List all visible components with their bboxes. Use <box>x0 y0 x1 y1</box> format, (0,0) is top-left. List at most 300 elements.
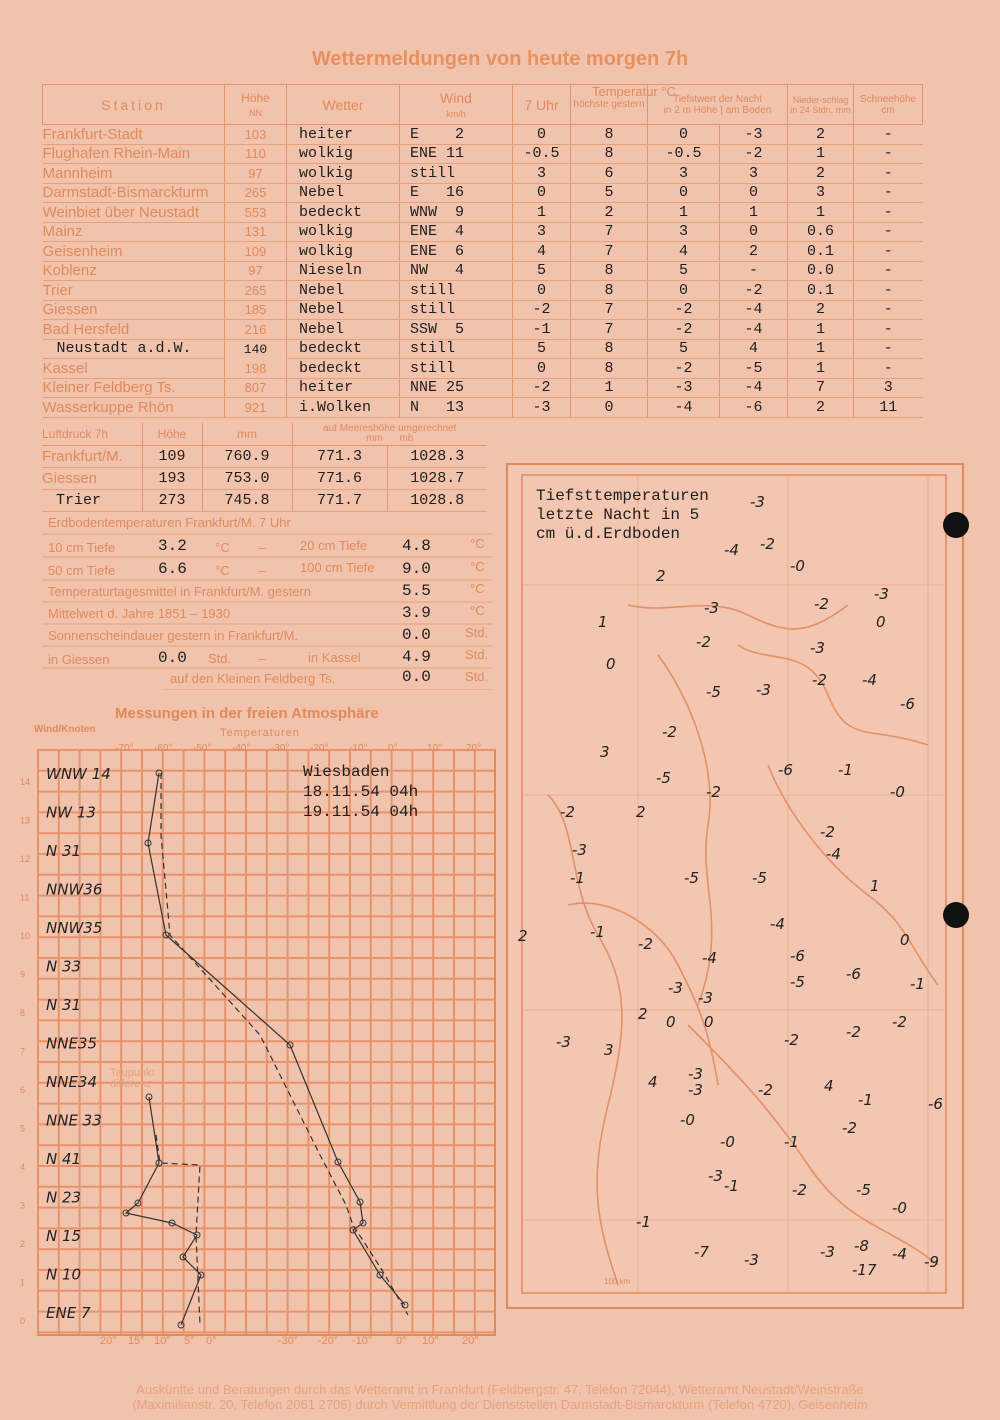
station-schnee: - <box>854 242 923 262</box>
station-max: 5 <box>571 183 648 203</box>
pressure-mm: 745.8 <box>202 489 292 511</box>
soil-100-unit: °C <box>470 559 485 574</box>
wind-entry: NW 13 <box>46 803 96 822</box>
wind-entry: NNE 33 <box>46 1111 102 1130</box>
pressure-mb: 1028.3 <box>387 445 487 467</box>
pressure-row <box>42 489 487 511</box>
pressure-hoehe: 193 <box>142 467 202 489</box>
station-hoehe: 103 <box>225 125 287 145</box>
aero-top-tick: -40° <box>232 743 251 754</box>
footer-line-1: Auskünfte und Beratungen durch das Wetteramt in Frankfurt (Feldbergstr. 47, Telefon 72044), Wetteramt Neustadt/Weinstraße <box>136 1382 864 1397</box>
map-temperature-value: -1 <box>858 1091 873 1109</box>
pressure-mb: 1028.7 <box>387 467 487 489</box>
map-temperature-value: -1 <box>838 761 853 779</box>
station-max: 7 <box>571 320 648 340</box>
pressure-col-hoehe: Höhe <box>142 423 202 445</box>
col-niederschlag: Nieder-schlag in 24 Stdn. mm <box>788 85 854 125</box>
map-temperature-value: -2 <box>820 823 835 841</box>
map-temperature-value: -3 <box>810 639 825 657</box>
station-wetter: bedeckt <box>287 339 400 359</box>
aero-bottom-tick: 10° <box>422 1335 439 1347</box>
soil-50-label: 50 cm Tiefe <box>48 563 116 578</box>
table-row <box>43 378 923 398</box>
station-schnee: - <box>854 203 923 223</box>
station-t7: 4 <box>513 242 571 262</box>
map-temperature-value: -5 <box>856 1181 871 1199</box>
temperaturen-label: Temperaturen <box>220 727 300 739</box>
table-row <box>43 144 923 164</box>
map-temperature-value: -3 <box>556 1033 571 1051</box>
station-min2m: -2 <box>648 320 720 340</box>
map-temperature-value: -1 <box>910 975 925 993</box>
station-name: Neustadt a.d.W. <box>43 339 225 359</box>
pressure-station: Giessen <box>42 467 142 489</box>
soil-20-label: 20 cm Tiefe <box>300 538 368 553</box>
map-temperature-value: 3 <box>600 743 610 761</box>
station-min2m: 0 <box>648 125 720 145</box>
map-temperature-value: -2 <box>760 535 775 553</box>
station-min2m: 5 <box>648 261 720 281</box>
table-row <box>43 125 923 145</box>
map-temperature-value: -2 <box>892 1013 907 1031</box>
station-niederschlag: 2 <box>788 125 854 145</box>
station-min2m: -2 <box>648 359 720 379</box>
aero-top-tick: 10° <box>427 743 443 754</box>
map-temperature-value: -0 <box>790 557 805 575</box>
station-min2m: -2 <box>648 300 720 320</box>
aero-bottom-tick: 0° <box>396 1335 407 1347</box>
station-t7: 3 <box>513 164 571 184</box>
aero-height-tick: 3 <box>20 1200 26 1211</box>
table-row <box>43 300 923 320</box>
station-name: Mannheim <box>43 164 225 184</box>
aero-height-tick: 8 <box>20 1008 26 1018</box>
station-boden: 3 <box>720 164 788 184</box>
wind-entry: NNW35 <box>46 919 103 937</box>
map-temperature-value: -4 <box>892 1245 907 1263</box>
soil-10-value: 3.2 <box>158 537 187 555</box>
station-wind: ENE 4 <box>400 222 513 242</box>
station-hoehe: 216 <box>225 320 287 340</box>
aero-top-tick: 0° <box>388 743 398 754</box>
station-boden: -4 <box>720 378 788 398</box>
station-schnee: - <box>854 281 923 301</box>
station-name: Kleiner Feldberg Ts. <box>43 378 225 398</box>
aero-height-tick: 10 <box>20 931 31 941</box>
aero-bottom-tick: 15° <box>128 1335 145 1347</box>
station-boden: -4 <box>720 320 788 340</box>
station-wind: still <box>400 164 513 184</box>
station-min2m: 3 <box>648 222 720 242</box>
station-wetter: Nebel <box>287 183 400 203</box>
col-station: Station <box>43 85 225 125</box>
station-boden: -4 <box>720 300 788 320</box>
station-min2m: -4 <box>648 398 720 418</box>
station-t7: 1 <box>513 203 571 223</box>
station-wind: NNE 25 <box>400 378 513 398</box>
map-label: Tiefsttemperaturen letzte Nacht in 5 cm ü.d.Erdboden <box>536 487 709 543</box>
feld-sun-value: 0.0 <box>402 668 431 686</box>
map-temperature-value: 4 <box>648 1073 658 1091</box>
map-temperature-value: -2 <box>812 671 827 689</box>
map-temperature-value: -5 <box>752 869 767 887</box>
station-name: Bad Hersfeld <box>43 320 225 340</box>
wind-entry: NNE34 <box>46 1073 98 1091</box>
map-temperature-value: 2 <box>638 1005 648 1023</box>
table-row <box>43 339 923 359</box>
map-temperature-value: -2 <box>842 1119 857 1137</box>
map-temperature-value: -3 <box>704 599 719 617</box>
station-t7: -2 <box>513 300 571 320</box>
station-max: 7 <box>571 242 648 262</box>
feld-sun-unit: Std. <box>465 669 489 684</box>
pressure-mm-sea: 771.7 <box>292 489 387 511</box>
station-schnee: - <box>854 320 923 340</box>
station-niederschlag: 0.6 <box>788 222 854 242</box>
station-boden: -2 <box>720 281 788 301</box>
station-wind: NW 4 <box>400 261 513 281</box>
map-temperature-value: -2 <box>784 1031 799 1049</box>
pressure-hoehe: 109 <box>142 445 202 467</box>
station-t7: 5 <box>513 339 571 359</box>
soil-10-label: 10 cm Tiefe <box>48 540 116 555</box>
station-min2m: -0.5 <box>648 144 720 164</box>
jahre-value: 3.9 <box>402 604 431 622</box>
pressure-station: Trier <box>42 489 142 511</box>
station-schnee: 3 <box>854 378 923 398</box>
map-temperature-value: -3 <box>750 493 765 511</box>
station-max: 8 <box>571 144 648 164</box>
pressure-mm-sea: 771.3 <box>292 445 387 467</box>
map-temperature-value: -4 <box>826 845 841 863</box>
station-max: 8 <box>571 339 648 359</box>
map-temperature-value: -3 <box>688 1065 703 1083</box>
station-wetter: Nieseln <box>287 261 400 281</box>
aero-top-tick: -30° <box>271 743 290 754</box>
map-temperature-value: -8 <box>854 1237 869 1255</box>
aero-top-tick: -10° <box>349 743 368 754</box>
mittel-label: Temperaturtagesmittel in Frankfurt/M. gestern <box>48 584 311 599</box>
wind-entry: N 31 <box>46 842 82 860</box>
station-hoehe: 110 <box>225 144 287 164</box>
map-temperature-value: -2 <box>706 783 721 801</box>
map-temperature-value: -4 <box>862 671 877 689</box>
aero-bottom-tick: 20° <box>100 1335 117 1347</box>
station-wind: SSW 5 <box>400 320 513 340</box>
station-hoehe: 131 <box>225 222 287 242</box>
aero-height-tick: 14 <box>20 777 31 787</box>
station-niederschlag: 7 <box>788 378 854 398</box>
map-temperature-value: -1 <box>590 923 605 941</box>
aero-top-tick: 20° <box>466 743 482 754</box>
station-boden: 1 <box>720 203 788 223</box>
soil-50-value: 6.6 <box>158 560 187 578</box>
map-temperature-value: -7 <box>694 1243 709 1261</box>
station-max: 0 <box>571 398 648 418</box>
giessen-sun-label: in Giessen <box>48 652 110 667</box>
aero-bottom-tick: 20° <box>462 1335 479 1347</box>
station-hoehe: 97 <box>225 164 287 184</box>
pressure-mm-sea: 771.6 <box>292 467 387 489</box>
station-boden: -6 <box>720 398 788 418</box>
map-temperature-value: -2 <box>638 935 653 953</box>
station-wetter: wolkig <box>287 144 400 164</box>
station-schnee: - <box>854 125 923 145</box>
station-max: 7 <box>571 222 648 242</box>
station-wetter: Nebel <box>287 300 400 320</box>
aero-height-tick: 9 <box>20 969 26 980</box>
pressure-table <box>42 423 487 512</box>
station-wind: N 13 <box>400 398 513 418</box>
aero-bottom-tick: -20° <box>318 1335 339 1347</box>
pressure-row <box>42 445 487 467</box>
col-tiefstwert: Tiefstwert der Nacht in 2 m Höhe | am Boden <box>648 85 788 125</box>
soil-title: Erdbodentemperaturen Frankfurt/M. 7 Uhr <box>48 515 291 530</box>
station-wetter: wolkig <box>287 164 400 184</box>
station-name: Weinbiet über Neustadt <box>43 203 225 223</box>
station-hoehe: 185 <box>225 300 287 320</box>
station-t7: -0.5 <box>513 144 571 164</box>
station-wind: still <box>400 300 513 320</box>
map-temperature-value: -2 <box>792 1181 807 1199</box>
station-wetter: bedeckt <box>287 203 400 223</box>
soil-dash-3: – <box>258 651 266 666</box>
station-t7: -1 <box>513 320 571 340</box>
station-wind: E 16 <box>400 183 513 203</box>
map-temperature-value: -1 <box>636 1213 651 1231</box>
station-t7: 5 <box>513 261 571 281</box>
map-temperature-value: -2 <box>758 1081 773 1099</box>
aerology-chart <box>20 735 500 1355</box>
station-boden: -3 <box>720 125 788 145</box>
aerology-run-1: 18.11.54 04h <box>303 783 419 801</box>
station-hoehe: 265 <box>225 183 287 203</box>
station-hoehe: 97 <box>225 261 287 281</box>
station-schnee: - <box>854 339 923 359</box>
map-temperature-value: -4 <box>770 915 785 933</box>
station-t7: 0 <box>513 125 571 145</box>
aero-height-tick: 12 <box>20 854 31 864</box>
station-wetter: wolkig <box>287 242 400 262</box>
giessen-sun-unit: Std. <box>208 651 232 666</box>
station-name: Giessen <box>43 300 225 320</box>
soil-dash-1: – <box>258 540 266 555</box>
temperature-map <box>506 463 964 1309</box>
station-niederschlag: 0.1 <box>788 281 854 301</box>
temperature-profile-1 <box>148 773 405 1305</box>
map-temperature-value: -5 <box>706 683 721 701</box>
map-temperature-value: -2 <box>560 803 575 821</box>
mittel-value: 5.5 <box>402 582 431 600</box>
table-row <box>43 398 923 418</box>
map-temperature-value: -6 <box>900 695 915 713</box>
map-temperature-value: -6 <box>778 761 793 779</box>
station-name: Mainz <box>43 222 225 242</box>
station-niederschlag: 1 <box>788 359 854 379</box>
station-max: 1 <box>571 378 648 398</box>
jahre-unit: °C <box>470 603 485 618</box>
pressure-mm: 760.9 <box>202 445 292 467</box>
sonne-unit: Std. <box>465 625 489 640</box>
map-temperature-value: -4 <box>702 949 717 967</box>
map-temperature-value: -3 <box>698 989 713 1007</box>
table-row <box>43 222 923 242</box>
station-schnee: - <box>854 261 923 281</box>
station-min2m: 4 <box>648 242 720 262</box>
map-temperature-value: -3 <box>756 681 771 699</box>
map-temperature-value: -5 <box>656 769 671 787</box>
kassel-sun-label: in Kassel <box>308 650 361 665</box>
map-temperature-value: -17 <box>852 1261 877 1279</box>
wind-entry: N 41 <box>46 1150 82 1168</box>
station-wind: ENE 6 <box>400 242 513 262</box>
station-min2m: 0 <box>648 281 720 301</box>
station-min2m: 5 <box>648 339 720 359</box>
table-row <box>43 183 923 203</box>
map-temperature-value: -5 <box>684 869 699 887</box>
map-temperature-value: 0 <box>704 1013 714 1031</box>
station-niederschlag: 1 <box>788 339 854 359</box>
station-schnee: - <box>854 164 923 184</box>
station-wetter: Nebel <box>287 281 400 301</box>
station-niederschlag: 0.1 <box>788 242 854 262</box>
station-boden: -2 <box>720 144 788 164</box>
map-temperature-value: -1 <box>724 1177 739 1195</box>
map-temperature-value: -3 <box>744 1251 759 1269</box>
pressure-col-meer: auf Meereshöhe umgerechnet mm mb <box>292 423 487 445</box>
station-niederschlag: 2 <box>788 164 854 184</box>
table-row <box>43 281 923 301</box>
col-schnee: Schneehöhe cm <box>854 85 923 125</box>
wind-entry: WNW 14 <box>46 765 111 783</box>
station-hoehe: 921 <box>225 398 287 418</box>
station-boden: - <box>720 261 788 281</box>
map-temperature-value: -4 <box>724 541 739 559</box>
station-niederschlag: 1 <box>788 320 854 340</box>
col-hoehe: Höhe NN <box>225 85 287 125</box>
station-boden: 0 <box>720 222 788 242</box>
station-t7: 3 <box>513 222 571 242</box>
station-wetter: heiter <box>287 125 400 145</box>
jahre-label: Mittelwert d. Jahre 1851 – 1930 <box>48 606 231 621</box>
station-boden: 0 <box>720 183 788 203</box>
wind-entry: N 33 <box>46 957 82 976</box>
aerology-station: Wiesbaden <box>303 763 390 781</box>
station-schnee: - <box>854 359 923 379</box>
kassel-sun-unit: Std. <box>465 647 489 662</box>
map-temperature-value: -2 <box>814 595 829 613</box>
wind-entry: N 31 <box>46 996 82 1014</box>
aero-height-tick: 13 <box>20 815 31 826</box>
station-hoehe: 265 <box>225 281 287 301</box>
pressure-label: Luftdruck 7h <box>42 423 142 445</box>
map-temperature-value: -3 <box>688 1081 703 1099</box>
map-scale: 100 km <box>604 1277 631 1286</box>
station-boden: 2 <box>720 242 788 262</box>
sonne-value: 0.0 <box>402 626 431 644</box>
aero-bottom-tick: -30° <box>278 1335 299 1347</box>
map-temperature-value: -1 <box>570 869 585 887</box>
station-max: 8 <box>571 261 648 281</box>
aero-height-tick: 4 <box>20 1162 26 1172</box>
station-name: Kassel <box>43 359 225 379</box>
map-temperature-value: -6 <box>846 965 861 983</box>
soil-50-unit: °C <box>215 563 230 578</box>
aero-height-tick: 6 <box>20 1085 26 1095</box>
station-wind: still <box>400 339 513 359</box>
station-name: Wasserkuppe Rhön <box>43 398 225 418</box>
map-temperature-value: -0 <box>890 783 905 801</box>
map-temperature-value: -0 <box>680 1111 695 1129</box>
soil-dash-2: – <box>258 563 266 578</box>
station-name: Koblenz <box>43 261 225 281</box>
feld-sun-label: auf den Kleinen Feldberg Ts. <box>170 671 336 686</box>
wind-knoten-label: Wind/Knoten <box>34 724 96 735</box>
table-row <box>43 164 923 184</box>
footer-line-2: (Maximilianstr. 20, Telefon 2061 2706) durch Vermittlung der Dienststellen Darmstadt-Bismarckturm (Telefon 4720), Geisenheim <box>132 1397 868 1412</box>
aero-height-tick: 1 <box>20 1277 26 1288</box>
wind-entry: N 15 <box>46 1227 82 1245</box>
station-max: 2 <box>571 203 648 223</box>
station-schnee: - <box>854 222 923 242</box>
soil-20-unit: °C <box>470 536 485 551</box>
station-niederschlag: 2 <box>788 300 854 320</box>
station-hoehe: 198 <box>225 359 287 379</box>
station-wind: still <box>400 281 513 301</box>
map-temperature-value: 2 <box>518 927 528 945</box>
station-name: Trier <box>43 281 225 301</box>
wind-entry: N 23 <box>46 1188 82 1207</box>
station-max: 8 <box>571 359 648 379</box>
temperature-group-label: Temperatur °C <box>592 84 676 99</box>
station-wind: E 2 <box>400 125 513 145</box>
station-min2m: 1 <box>648 203 720 223</box>
station-niederschlag: 2 <box>788 398 854 418</box>
soil-100-value: 9.0 <box>402 560 431 578</box>
map-temperature-value: 0 <box>900 931 910 949</box>
map-temperature-value: -2 <box>696 633 711 651</box>
aero-bottom-tick: -10° <box>352 1335 373 1347</box>
station-schnee: 11 <box>854 398 923 418</box>
station-t7: 0 <box>513 183 571 203</box>
station-t7: -2 <box>513 378 571 398</box>
pressure-col-mm: mm <box>202 423 292 445</box>
map-temperature-value: -6 <box>928 1095 943 1113</box>
station-niederschlag: 0.0 <box>788 261 854 281</box>
col-hoechste: höchste gestern <box>571 85 648 125</box>
wind-entry: N 10 <box>46 1265 82 1284</box>
col-7uhr: 7 Uhr <box>513 85 571 125</box>
station-boden: 4 <box>720 339 788 359</box>
map-temperature-value: -3 <box>572 841 587 859</box>
station-wetter: heiter <box>287 378 400 398</box>
map-temperature-value: 0 <box>876 613 886 631</box>
soil-10-unit: °C <box>215 540 230 555</box>
aero-height-tick: 2 <box>20 1239 26 1249</box>
station-hoehe: 553 <box>225 203 287 223</box>
station-hoehe: 807 <box>225 378 287 398</box>
map-temperature-value: -3 <box>708 1167 723 1185</box>
station-max: 7 <box>571 300 648 320</box>
station-schnee: - <box>854 300 923 320</box>
aero-height-tick: 7 <box>20 1046 26 1057</box>
map-temperature-value: -9 <box>924 1253 939 1271</box>
map-temperature-value: -0 <box>892 1199 907 1217</box>
aero-bottom-tick: 0° <box>206 1335 217 1347</box>
map-temperature-value: -1 <box>784 1133 799 1151</box>
station-table <box>42 84 923 418</box>
aero-top-tick: -60° <box>154 743 173 754</box>
